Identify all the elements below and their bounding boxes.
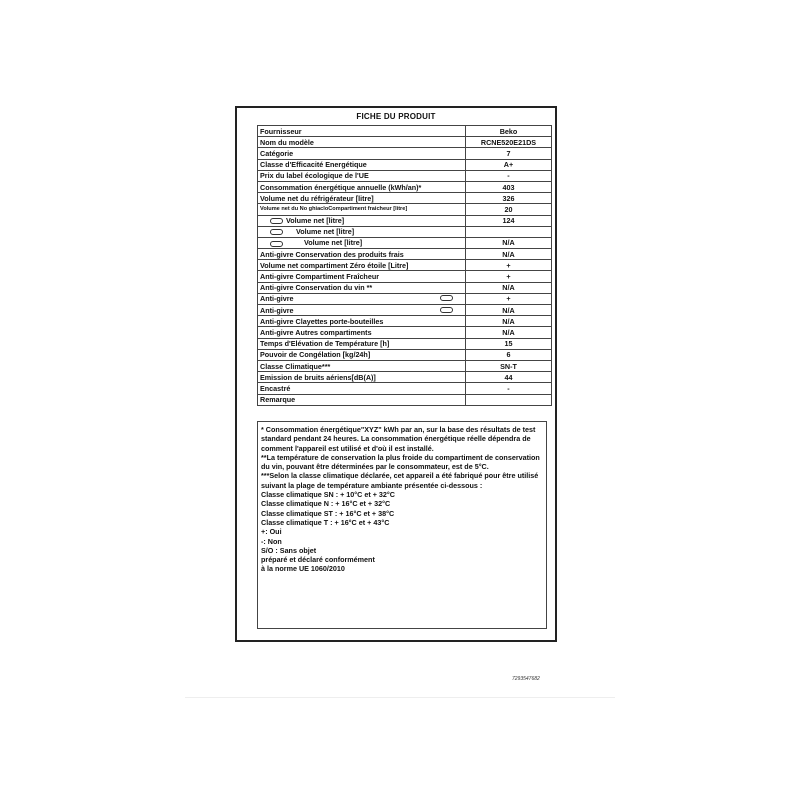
spec-label-text: Anti-givre [260, 294, 294, 304]
freezer-star-icon [270, 229, 283, 235]
spec-label [258, 305, 466, 316]
spec-row [258, 282, 552, 293]
spec-value: N/A [466, 316, 552, 327]
spec-label [258, 226, 466, 237]
spec-row [258, 271, 552, 282]
spec-label: Emission de bruits aériens[dB(A)] [258, 372, 466, 383]
note-line: -: Non [261, 536, 282, 546]
note-line: * Consommation énergétique"XYZ" kWh par an, sur la base des résultats de test standard pendant 24 heures. La consommation énergétique réelle dépendra de comment l'appareil est utilisé et d'où il est installé. [261, 425, 536, 453]
freezer-star-icon [270, 218, 283, 224]
spec-value: + [466, 293, 552, 304]
spec-value: RCNE520E21DS [466, 137, 552, 148]
spec-label [258, 215, 466, 226]
spec-value: + [466, 260, 552, 271]
spec-value: - [466, 170, 552, 181]
note-line: préparé et déclaré conformément [261, 555, 375, 565]
sheet-title: FICHE DU PRODUIT [356, 112, 436, 121]
spec-label-text: Volume net [litre] [286, 216, 345, 226]
freezer-star-icon [440, 307, 453, 313]
note-line: Classe climatique ST : + 16°C et + 38°C [261, 508, 395, 518]
spec-value: Beko [466, 126, 552, 137]
note-line: +: Oui [261, 527, 282, 537]
spec-label [258, 293, 466, 304]
spec-label: Volume net du réfrigérateur [litre] [258, 193, 466, 204]
spec-value: N/A [466, 249, 552, 260]
spec-label: Anti-givre Conservation des produits frais [258, 249, 466, 260]
spec-row [258, 237, 552, 248]
freezer-star-icon [270, 241, 283, 247]
spec-value: 44 [466, 372, 552, 383]
note-line: S/O : Sans objet [261, 545, 317, 555]
spec-row [258, 305, 552, 316]
note-line: Classe climatique N : + 16°C et + 32°C [261, 499, 391, 509]
spec-row [258, 148, 552, 159]
spec-label: Consommation énergétique annuelle (kWh/an)* [258, 181, 466, 192]
spec-label: Volume net du No ghiacloCompartiment fraicheur [litre] [258, 204, 466, 215]
product-sheet [235, 106, 557, 642]
spec-row [258, 181, 552, 192]
spec-value: 20 [466, 204, 552, 215]
spec-table [257, 125, 552, 406]
spec-value [466, 226, 552, 237]
spec-label: Anti-givre Compartiment Fraîcheur [258, 271, 466, 282]
page-divider [185, 697, 615, 698]
spec-row [258, 293, 552, 304]
spec-row [258, 349, 552, 360]
spec-value: N/A [466, 327, 552, 338]
spec-label: Encastré [258, 383, 466, 394]
spec-label: Anti-givre Autres compartiments [258, 327, 466, 338]
spec-label: Temps d'Elévation de Température [h] [258, 338, 466, 349]
footer-code: 7293547682 [512, 676, 540, 682]
spec-value: 7 [466, 148, 552, 159]
spec-row [258, 159, 552, 170]
spec-label: Anti-givre Clayettes porte-bouteilles [258, 316, 466, 327]
spec-label-text: Volume net [litre] [296, 227, 355, 237]
spec-value: 15 [466, 338, 552, 349]
spec-row [258, 226, 552, 237]
spec-row [258, 316, 552, 327]
spec-row [258, 249, 552, 260]
spec-value: 6 [466, 349, 552, 360]
spec-value: 326 [466, 193, 552, 204]
spec-row [258, 327, 552, 338]
spec-label: Prix du label écologique de l'UE [258, 170, 466, 181]
spec-value: + [466, 271, 552, 282]
spec-row [258, 126, 552, 137]
spec-row [258, 372, 552, 383]
note-line: Classe climatique T : + 16°C et + 43°C [261, 517, 390, 527]
spec-row [258, 215, 552, 226]
spec-row [258, 360, 552, 371]
note-line: à la norme UE 1060/2010 [261, 564, 345, 574]
spec-value: A+ [466, 159, 552, 170]
spec-label: Catégorie [258, 148, 466, 159]
spec-label: Classe d'Efficacité Energétique [258, 159, 466, 170]
spec-value: SN-T [466, 360, 552, 371]
spec-row [258, 137, 552, 148]
spec-row [258, 204, 552, 215]
freezer-star-icon [440, 295, 453, 301]
spec-row [258, 394, 552, 405]
spec-value [466, 394, 552, 405]
spec-value: N/A [466, 305, 552, 316]
spec-row [258, 383, 552, 394]
spec-label [258, 237, 466, 248]
spec-value: 403 [466, 181, 552, 192]
note-line: Classe climatique SN : + 10°C et + 32°C [261, 490, 395, 500]
spec-label: Nom du modèle [258, 137, 466, 148]
spec-value: - [466, 383, 552, 394]
spec-label: Anti-givre Conservation du vin ** [258, 282, 466, 293]
spec-value: N/A [466, 282, 552, 293]
spec-label: Fournisseur [258, 126, 466, 137]
spec-label: Remarque [258, 394, 466, 405]
spec-label-text: Anti-givre [260, 305, 294, 315]
spec-row [258, 338, 552, 349]
spec-value: 124 [466, 215, 552, 226]
spec-value: N/A [466, 237, 552, 248]
spec-label: Classe Climatique*** [258, 360, 466, 371]
spec-label-text: Volume net [litre] [304, 238, 363, 248]
notes-box [257, 421, 547, 629]
spec-row [258, 170, 552, 181]
spec-label: Volume net compartiment Zéro étoile [Litre] [258, 260, 466, 271]
spec-row [258, 260, 552, 271]
note-line: **La température de conservation la plus froide du compartiment de conservation du vin, pouvant être déterminées par le consommateur, est de 5°C. [261, 452, 540, 472]
note-line: ***Selon la classe climatique déclarée, cet appareil a été fabriqué pour être utilisé suivant la plage de température ambiante présentée ci-dessous : [261, 471, 539, 490]
spec-row [258, 193, 552, 204]
spec-label: Pouvoir de Congélation [kg/24h] [258, 349, 466, 360]
